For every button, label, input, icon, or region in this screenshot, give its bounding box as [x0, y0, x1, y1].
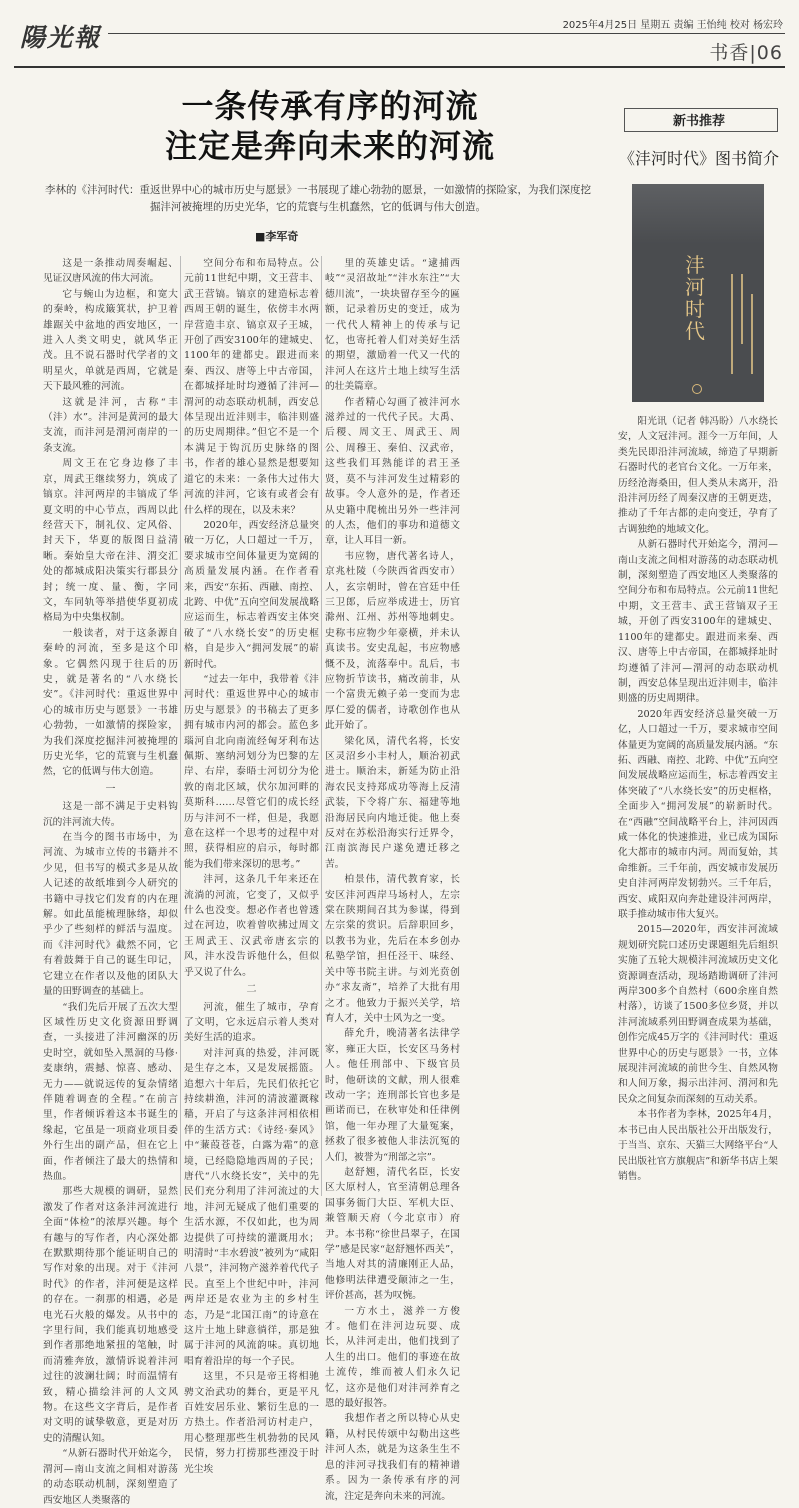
masthead-logo: 陽光報 [20, 23, 102, 52]
publisher-logo-icon [692, 384, 702, 394]
paragraph: “从新石器时代开始迄今，渭河—南山支流之间相对游荡的动态联动机制，深刻塑造了西安地区人类聚落的 [43, 1448, 178, 1506]
paragraph: “我们先后开展了五次大型区域性历史文化资源田野调查，一头接进了沣河幽深的历史时空，就如坠入黑洞的马修·麦康纳，震撼、惊喜、感动、无力——就说远传的复杂情绪伴随着调查的全程。”在前言里，作者倾诉着这本书诞生的缘起，它虽是一项商业项目委外行生出的副产品，但在它上面，作者倾注了最大的热情和热血。 [43, 1001, 178, 1182]
article-column-2 [184, 256, 319, 1475]
paragraph: 薛允升，晚清著名法律学家，雍正大臣，长安区马务村人。他任刑部中、下级官员时，他研读的文献，刑人很难改动一字；连刑部长官也多是画诺而已，在秋审处和任律例馆，他一年办理了大量冤案，拯救了很多被他人非法沉冤的人们，被誉为“刑部之宗”。 [325, 1028, 460, 1163]
paragraph: 阳光讯（记者 韩冯盼）八水绕长安，人文冠沣河。涯今一万年间，人类先民即沿沣河流域，缔造了早期新石器时代的老官台文化。一万年来，历经沧海桑田，但人类从未离开，沿沿沣河历经了周秦汉唐的王朝更迭，推动了千年古都的走向变迁，孕育了古调独绝的地域文化。 [618, 416, 778, 535]
paragraph: 韦应物，唐代著名诗人，京兆杜陵（今陕西省西安市）人，玄宗朝时，曾在宫廷中任三卫郎，后应举成进士，历官滁州、江州、苏州等地刺史。史称韦应物少年豪横，并未认真读书。安史乱起，韦应物感慨不及，流落奉中。乱后，韦应物折节读书，痛改前非，从一个富贵无赖子弟一变而为忠厚仁爱的儒者，诗歌创作也从此开始了。 [325, 550, 460, 732]
paragraph: 里的英雄史话。“逮捕西岐”“灵沼故址”“沣水东注”“大德川流”，一块块留存至今的匾额，记录着历史的变迁，成为一代代人精神上的传承与记忆，也寄托着人们对美好生活的期望，激励着一代又一代的沣河人在这片土地上续写生活的壮美篇章。 [325, 258, 460, 393]
sidebar-label: 新书推荐 [667, 114, 731, 129]
paragraph: 2015—2020年，西安沣河流域规划研究院口述历史课题组先后组织实施了五轮大规模沣河流域历史文化资源调查活动，现场踏勘调研了沣河两岸300多个自然村（600余座自然村落），访谈了1500多位乡贤，并以沣河流域系列田野调查成果为基础，创作完成45万字的《沣河时代：重返世界中心的历史与愿景》一书，立体展现沣河流域的前世今生、自然风物和人间万象，揭示出沣河、渭河和先民众之间复杂而深刻的互动关系。 [618, 924, 778, 1105]
paragraph: 赵舒翘，清代名臣，长安区大原村人，官至清朝总理各国事务衙门大臣、军机大臣、兼管顺天府（今北京市）府尹。本书称“徐世昌翠子，在国学”感是民家“赵舒翘怀西关”，当地人对其的清廉刚正人品，他修明法律遭受颠沛之一生，评价甚高，甚为叹惋。 [325, 1166, 460, 1302]
book-recommendation-sidebar [614, 100, 784, 1195]
book-intro-title: 《沣河时代》图书简介 [618, 149, 779, 168]
paragraph: 2020年西安经济总量突破一万亿，人口超过一千万，要求城市空间体量更为宽阔的高质量发展内涵。“东拓、西融、南控、北跨、中优”五向空间发展战略应运而生，标志着西安主体突破了“八水绕长安”的历史框格，全面步入“拥河发展”的崭新时代。在“西融”空间战略平台上，沣河因西咸一体化的快速推进，业已成为国际化大都市的城市内河。周而复始，其命维新。三千年前，西安城市发展历史自沣河两岸发韧勃兴。三千年后，西安、咸阳双向奔赴建设沣河两岸，联手推动城市伟大复兴。 [618, 708, 778, 920]
headline [60, 86, 600, 166]
paragraph: 2020年，西安经济总量突破一万亿，人口超过一千万，要求城市空间体量更为宽阔的高质量发展内涵。在作者看来，西安“东拓、西融、南控、北跨、中优”五向空间发展战略应运而生，标志着西安主体突破了“八水绕长安”的历史框格，自是步入“拥河发展”的崭新时代。 [184, 519, 319, 670]
paragraph: 梁化凤，清代名将，长安区灵沼乡小丰村人，顺治初武进士。顺治末，新延为防止沿海农民支持郑成功等海上反清武装，下令将广东、福建等地沿海居民向内地迁徙。他上奏反对在苏松沿海实行迁界令，江南滨海民户遂免遭迁移之苦。 [325, 735, 460, 870]
paragraph: “过去一年中，我带着《沣河时代：重返世界中心的城市历史与愿景》的书稿去了更多拥有城市内河的都会。蓝色多瑙河自北向南流经匈牙利布达佩斯、塞纳河划分为巴黎的左岸、右岸，泰晤士河切分为伦敦的南北区域，伏尔加河畔的莫斯科……尽管它们的成长经历与沣河不一样，但是，我愿意在这样一个思考的过程中对照，获得相应的启示，每时都能为我们带来深切的思考。” [184, 673, 319, 870]
byline: ■李军奇 [255, 230, 299, 243]
paragraph: 这是一部不满足于史料钩沉的沣河流大传。 [43, 801, 178, 828]
book-cover-title: 沣河时代 [685, 253, 705, 343]
paragraph: 对沣河真的热爱，沣河既是生存之本，又是发展摇篮。追想六十年后，先民们依托它持续耕渔，沣河的清波灌溉稼穑，开启了与这条沣河相依相伴的生活方式：《诗经·秦风》中“蒹葭苍苍，白露为霜”的意境，已经隐隐地西周的子民；唐代“八水绕长安”，关中的先民们充分利用了沣河流过的大地，沣河无疑成了他们重要的生活水源，不仅如此，也为周边提供了可持续的灌溉用水；明清时“丰水碧波”被列为“咸阳八景”，沣河物产滋养着代代子民。直至上个世纪中叶，沣河两岸还是农业为主的乡村生态，乃是“北国江南”的诗意在这片土地上肆意徜徉，那是独属于沣河的风流韵味。真切地唱育着沿岸的每一个子民。 [184, 1047, 319, 1367]
paragraph: 我想作者之所以特心从史籍，从村民传颂中勾勒出这些沣河人杰，就是为这条生生不息的沣河寻找我们有的精神谱系。因为一条传承有序的河流，注定是奔向未来的河流。 [325, 1413, 460, 1502]
headline-line-1: 一条传承有序的河流 [181, 87, 479, 125]
lead-paragraph: 李林的《沣河时代：重返世界中心的城市历史与愿景》一书展现了雄心勃勃的愿景，一如激情的探险家，为我们深度挖掘沣河被掩埋的历史光华，它的荒寰与生机蠢然，它的低调与伟大创造。 [45, 184, 591, 213]
paragraph: 这里，不只是帝王将相驰骋文治武功的舞台，更是平凡百姓安居乐业、繁衍生息的一方热土。作者沿河访村走户，用心整理那些生机勃勃的民风民情，努力打捞那些湮没于时光尘埃 [184, 1371, 319, 1475]
dateline: 2025年4月25日 星期五 责编 王怡纯 校对 杨宏玲 [562, 20, 783, 31]
paragraph: 在当今的图书市场中，为河流、为城市立传的书籍并不少见，但书写的模式多是从故人记述的故纸堆到今人研究的书籍中寻找它们发育的内在理解。如此虽能梳理脉络，却似乎少了些刻样的鲜活与温度。而《沣河时代》截然不同，它有着鼓舞于自己的诞生印记，它建立在作者以及他的团队大量的田野调查的基础上。 [43, 832, 178, 998]
article-column-3 [325, 256, 460, 1502]
paragraph: 柏景伟，清代教育家，长安区沣河西岸马场村人，左宗棠在陕期间召其为参谋，得到左宗棠的赏识。后辞职回乡，以教书为业，先后在本乡创办私塾学馆，担任泾干、味经、关中等书院主讲。与刘光贲创办“求友斋”，培养了大批有用之才。他致力于振兴关学，培育人才，关中士风为之一变。 [325, 874, 460, 1024]
paragraph: 一般读者，对于这条源自秦岭的河流，至多是这个印象。它偶然闪现于往后的历史，就是著名的“八水绕长安”。《沣河时代：重返世界中心的城市历史与愿景》一书雄心勃勃，一如激情的探险家，为我们深度挖掘沣河被掩埋的历史光华，它的荒寰与生机蠢然，它的低调与伟大创造。 [43, 627, 178, 778]
cover-decoration [728, 274, 758, 374]
section-label: 书香|06 [709, 42, 783, 64]
paragraph: 从新石器时代开始迄今，渭河—南山支流之间相对游荡的动态联动机制，深刻塑造了西安地区人类聚落的空间分布和布局特点。公元前11世纪中期，文王营丰、武王营镐双子王城，开创了西安3100年的建城史、1100年的建都史。跟进而来秦、西汉、唐等上中古帝国，在都城择址时均遵循了沣河—渭河的动态联动机制，西安总体呈现出近沣则丰，临沣则盛的历史周期律。 [618, 539, 778, 705]
headline-line-2: 注定是奔向未来的河流 [164, 127, 495, 165]
paragraph: 这是一条推动周奏崛起、见证汉唐风流的伟大河流。 [43, 258, 178, 285]
paragraph: 周文王在它身边修了丰京，周武王继续努力，筑成了镐京。沣河两岸的丰镐成了华夏文明的中心节点，西周以此经营天下，制礼仪、定风俗、封天下，华夏的版图日益清晰。秦始皇大帝在沣、渭交汇处的都城成阳决策实行郡县分封；统一度、量、衡，字同文，车同轨等举措使华夏初成格局为中央集权制。 [43, 458, 178, 624]
book-cover-image [632, 184, 764, 402]
section-number: 一 [105, 783, 116, 795]
sidebar-body [618, 414, 778, 1184]
paragraph: 作者精心勾画了被沣河水滋养过的一代代子民。大禹、后稷、周文王、周武王、周公、周穆王、秦伯、汉武帝，这些我们耳熟能详的君王圣贤，莫不与沣河发生过精彩的故事。令人意外的是，作者还从史籍中爬梳出另外一些沣河的人杰，他们的事功和道德文章，让人耳目一新。 [325, 396, 460, 547]
paragraph: 空间分布和布局特点。公元前11世纪中期，文王营丰、武王营镐。镐京的建造标志着西周王朝的诞生，依傍丰水两岸营造丰京、镐京双子王城，开创了西安3100年的建城史、1100年的建都史。跟进而来秦、西汉、唐等上中古帝国，在都城择址时均遵循了沣河—渭河的动态联动机制，西安总体呈现出近沣则丰，临沣则盛的历史周期律。”但它不是一个本满足于钩沉历史脉络的图书，作者的雄心显然是想要知道它的未来：一条伟大过伟大河流的沣河，它该有或者会有什么样的现在，以及未来？ [184, 258, 319, 516]
paragraph: 它与蜿山为边框，和宽大的秦岭，构成簸箕状，护卫着雄踞关中盆地的西安地区，一进入人类文明史，就风华正茂。且不说石器时代学者的文明星火，单就是西周，它就是天下最风雅的河流。 [43, 288, 178, 393]
header-rule [108, 33, 785, 34]
paragraph: 那些大规模的调研，显然激发了作者对这条沣河流进行全面“体检”的浓厚兴趣。每个有趣与的写作者，内心深处都在默默期待那个能证明自己的写作对象的出现。对于《沣河时代》的作者，沣河便是这样的存在。一刹那的相遇，必是电光石火般的爆发。从书中的字里行间，我们能真切地感受到作者那绝地紧扭的笔触，时而清雅奔放，激情诉说着沣河过往的波澜壮阔；时而温情有致，精心描绘沣河的人文风物。在这些文字背后，是作者对文明的诚挚敬意，更是对历史的清醒认知。 [43, 1186, 178, 1444]
paragraph: 沣河，这条几千年来还在流淌的河流，它变了，又似乎什么也没变。想必作者也曾透过在河边，吹着曾吹拂过周文王周武王、汉武帝唐玄宗的风，沣水没告诉他什么，但似乎又说了什么。 [184, 874, 319, 978]
paragraph: 本书作者为李林，2025年4月，本书已由人民出版社公开出版发行，于当当、京东、天猫三大网络平台“人民出版社官方旗舰店”和新华书店上架销售。 [618, 1109, 778, 1182]
paragraph: 河流，催生了城市，孕育了文明，它永远启示着人类对美好生活的追求。 [184, 1001, 319, 1044]
article-column-1 [43, 256, 178, 1506]
paragraph: 这就是沣河，古称“丰（沣）水”。沣河是黄河的最大支流，而沣河是渭河南岸的一条支流。 [43, 396, 178, 454]
paragraph: 一方水土，滋养一方俊才。他们在沣河边玩耍、成长，从沣河走出，他们找到了人生的出口。他们的事迹在故土流传，维而被人们永久记忆，这亦是他们对沣河养育之恩的最好报答。 [325, 1305, 460, 1410]
header-divider [14, 66, 785, 68]
column-divider [180, 256, 181, 1196]
column-divider [321, 256, 322, 1196]
section-number: 二 [246, 984, 257, 996]
